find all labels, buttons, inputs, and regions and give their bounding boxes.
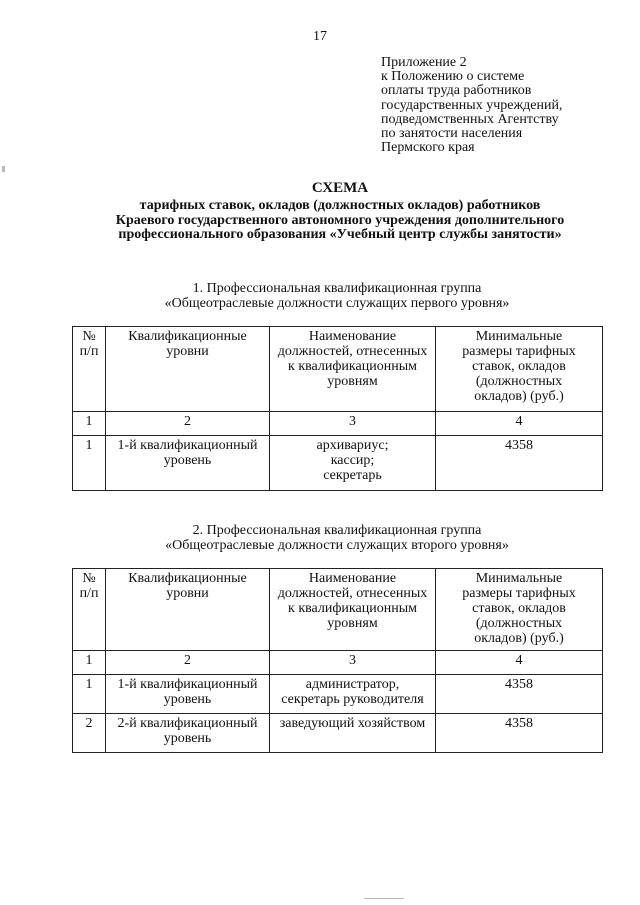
header-positions: Наименование должностей, отнесенных к квалификационным уровням	[270, 569, 436, 651]
scan-mark	[364, 898, 404, 899]
row-salary: 4358	[436, 675, 603, 714]
header-min-salary: Минимальные размеры тарифных ставок, окладов (должностных окладов) (руб.)	[436, 569, 603, 651]
group2-table	[72, 568, 603, 753]
row-positions: заведующий хозяйством	[270, 714, 436, 753]
appendix-note	[381, 56, 621, 155]
index-cell: 2	[106, 651, 270, 675]
subtitle-line: профессионального образования «Учебный центр службы занятости»	[118, 227, 562, 242]
table-row	[73, 436, 603, 491]
group2-heading	[72, 523, 602, 553]
group1-table	[72, 326, 603, 491]
header-level: Квалификационные уровни	[106, 327, 270, 412]
row-level: 1-й квалификационный уровень	[106, 436, 270, 491]
appendix-line: государственных учреждений,	[381, 97, 563, 113]
row-level: 1-й квалификационный уровень	[106, 675, 270, 714]
index-cell: 1	[73, 651, 106, 675]
index-cell: 4	[436, 412, 603, 436]
index-cell: 3	[270, 412, 436, 436]
subtitle-line: тарифных ставок, окладов (должностных окладов) работников	[139, 198, 541, 213]
row-num: 1	[73, 436, 106, 491]
header-num: № п/п	[73, 327, 106, 412]
row-positions: архивариус; кассир; секретарь	[270, 436, 436, 491]
table-index-row	[73, 412, 603, 436]
document-title: СХЕМА	[311, 180, 369, 196]
row-num: 2	[73, 714, 106, 753]
appendix-line: Пермского края	[381, 140, 475, 156]
appendix-line: к Положению о системе	[381, 69, 525, 85]
table-row	[73, 714, 603, 753]
appendix-line: подведомственных Агентству	[381, 111, 559, 127]
header-level: Квалификационные уровни	[106, 569, 270, 651]
index-cell: 3	[270, 651, 436, 675]
scan-mark	[2, 166, 5, 172]
group-heading-line: 1. Профессиональная квалификационная группа	[192, 281, 482, 296]
index-cell: 4	[436, 651, 603, 675]
table-header-row	[73, 327, 603, 412]
appendix-line: по занятости населения	[381, 126, 523, 142]
row-level: 2-й квалификационный уровень	[106, 714, 270, 753]
header-min-salary: Минимальные размеры тарифных ставок, окладов (должностных окладов) (руб.)	[436, 327, 603, 412]
header-positions: Наименование должностей, отнесенных к квалификационным уровням	[270, 327, 436, 412]
group-heading-line: «Общеотраслевые должности служащих второго уровня»	[165, 538, 509, 553]
page-number: 17	[313, 29, 327, 44]
group-heading-line: 2. Профессиональная квалификационная группа	[192, 523, 482, 538]
appendix-line: Приложение 2	[381, 55, 467, 70]
group-heading-line: «Общеотраслевые должности служащих первого уровня»	[164, 296, 510, 311]
subtitle-line: Краевого государственного автономного учреждения дополнительного	[115, 212, 565, 228]
index-cell: 2	[106, 412, 270, 436]
table-header-row	[73, 569, 603, 651]
table-index-row	[73, 651, 603, 675]
table-row	[73, 675, 603, 714]
row-positions: администратор, секретарь руководителя	[270, 675, 436, 714]
row-salary: 4358	[436, 714, 603, 753]
row-salary: 4358	[436, 436, 603, 491]
index-cell: 1	[73, 412, 106, 436]
document-subtitle	[60, 199, 620, 243]
group1-heading	[72, 281, 602, 311]
row-num: 1	[73, 675, 106, 714]
header-num: № п/п	[73, 569, 106, 651]
appendix-line: оплаты труда работников	[381, 83, 532, 99]
